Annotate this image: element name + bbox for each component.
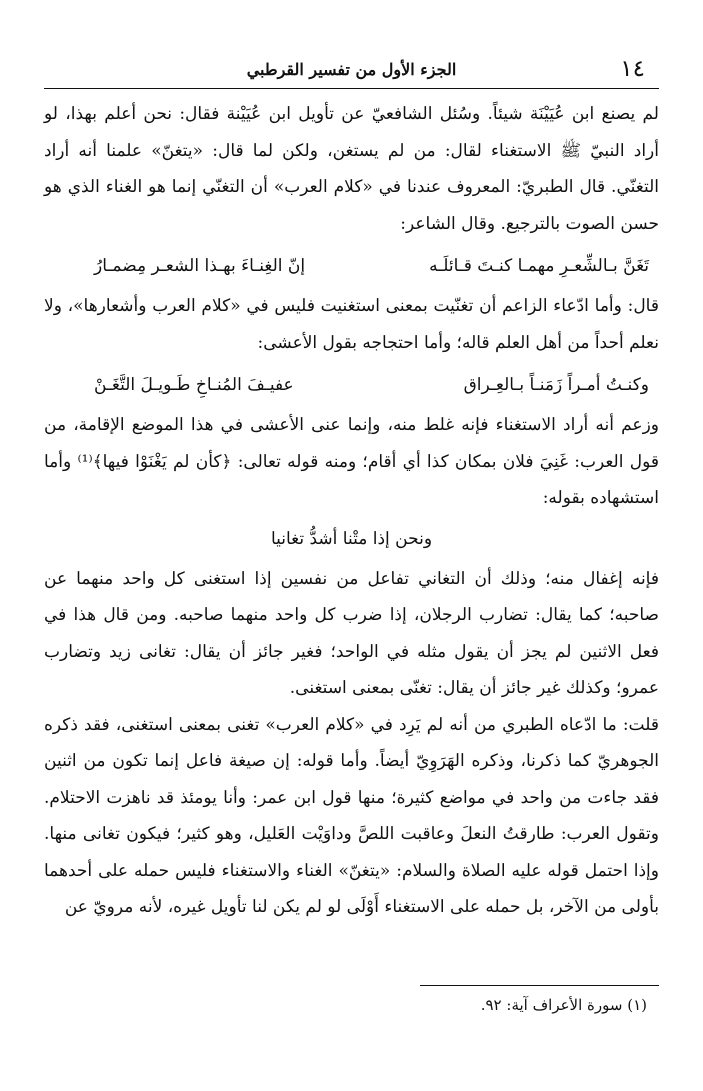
verse-2: [94, 363, 649, 407]
verse-1: [94, 244, 649, 288]
page-header: [44, 56, 659, 86]
verse-2-first-hemistich: وكنـتُ أمـراً زَمَنـاً بـالعِـراق: [463, 375, 649, 395]
paragraph-4: فإنه إغفال منه؛ وذلك أن التغاني تفاعل من نفسين إذا استغنى كل واحد منهما عن صاحبه؛ كما يقال: تضارب الرجلان، إذا ضرب كل واحد منهما صاحبه. ومن قال هذا في فعل الاثنين لم يجز أن يقول مثله في الواحد؛ فغير جائز أن يقال: تغانى زيد وتضارب عمرو؛ وكذلك غير جائز أن يقال: تغنّى بمعنى استغنى.: [44, 568, 659, 698]
verse-1-second-hemistich: إنّ الغِنـاءَ بهـذا الشعـر مِضمـارُ: [94, 256, 306, 276]
paragraph-1: لم يصنع ابن عُيَيْنَة شيئاً. وسُئل الشافعيّ عن تأويل ابن عُيَيْنة فقال: نحن أعلم بهذا، لو أراد النبيّ ﷺ الاستغناء لقال: من لم يستغن، ولكن لما قال: «يتغنّ» علمنا أنه أراد التغنّي. قال الطبريّ: المعروف عندنا في «كلام العرب» أن التغنّي إنما هو الغناء الذي هو حسن الصوت بالترجيع. وقال الشاعر:: [44, 104, 659, 234]
paragraph-3: وزعم أنه أراد الاستغناء فإنه غلط منه، وإنما عنى الأعشى في هذا الموضع الإقامة، من قول العرب: غَنِيَ فلان بمكان كذا أي أقام؛ ومنه قوله تعالى: ﴿كأن لم يَغْنَوْا فيها﴾⁽¹⁾ وأما استشهاده بقوله:: [44, 415, 659, 508]
running-title: الجزء الأول من تفسير القرطبي: [246, 60, 457, 79]
footnote-divider: [420, 985, 659, 986]
header-divider: [44, 88, 659, 89]
footnote: (١) سورة الأعراف آية: ٩٢.: [480, 996, 647, 1014]
paragraph-2: قال: وأما ادّعاء الزاعم أن تغنّيت بمعنى استغنيت فليس في «كلام العرب وأشعارها»، ولا نعلم أحداً من أهل العلم قاله؛ وأما احتجاجه بقول الأعشى:: [44, 296, 659, 353]
verse-3: ونحن إذا متْنا أشدُّ تغانيا: [270, 528, 433, 549]
paragraph-5: قلت: ما ادّعاه الطبري من أنه لم يَرِد في «كلام العرب» تغنى بمعنى استغنى، فقد ذكره الجوهريّ كما ذكرنا، وذكره الهَرَوِيّ أيضاً. وأما قوله: إن صيغة فاعل إنما تكون من اثنين فقد جاءت من واحد في مواضع كثيرة؛ منها قول ابن عمر: وأنا يومئذ قد ناهزت الاحتلام. وتقول العرب: طارقتُ النعلَ وعاقبت اللصَّ وداوَيْت العَليل، وهو كثير؛ فيكون تغانى منها. وإذا احتمل قوله عليه الصلاة والسلام: «يتغنّ» الغناء والاستغناء فليس حمله على أحدهما بأولى من الآخر، بل حمله على الاستغناء أَوْلَى لو لم يكن لنا تأويل غيره، لأنه مرويّ عن: [44, 714, 659, 917]
page-body: [44, 96, 659, 926]
verse-1-first-hemistich: تَغَنَّ بـالشِّعـرِ مهمـا كنـتَ قـائلَـه: [429, 256, 649, 276]
verse-2-second-hemistich: عفيـفَ المُنـاخِ طَـويـلَ التَّغَـنْ: [94, 375, 294, 395]
page-number: ١٤: [620, 56, 645, 82]
